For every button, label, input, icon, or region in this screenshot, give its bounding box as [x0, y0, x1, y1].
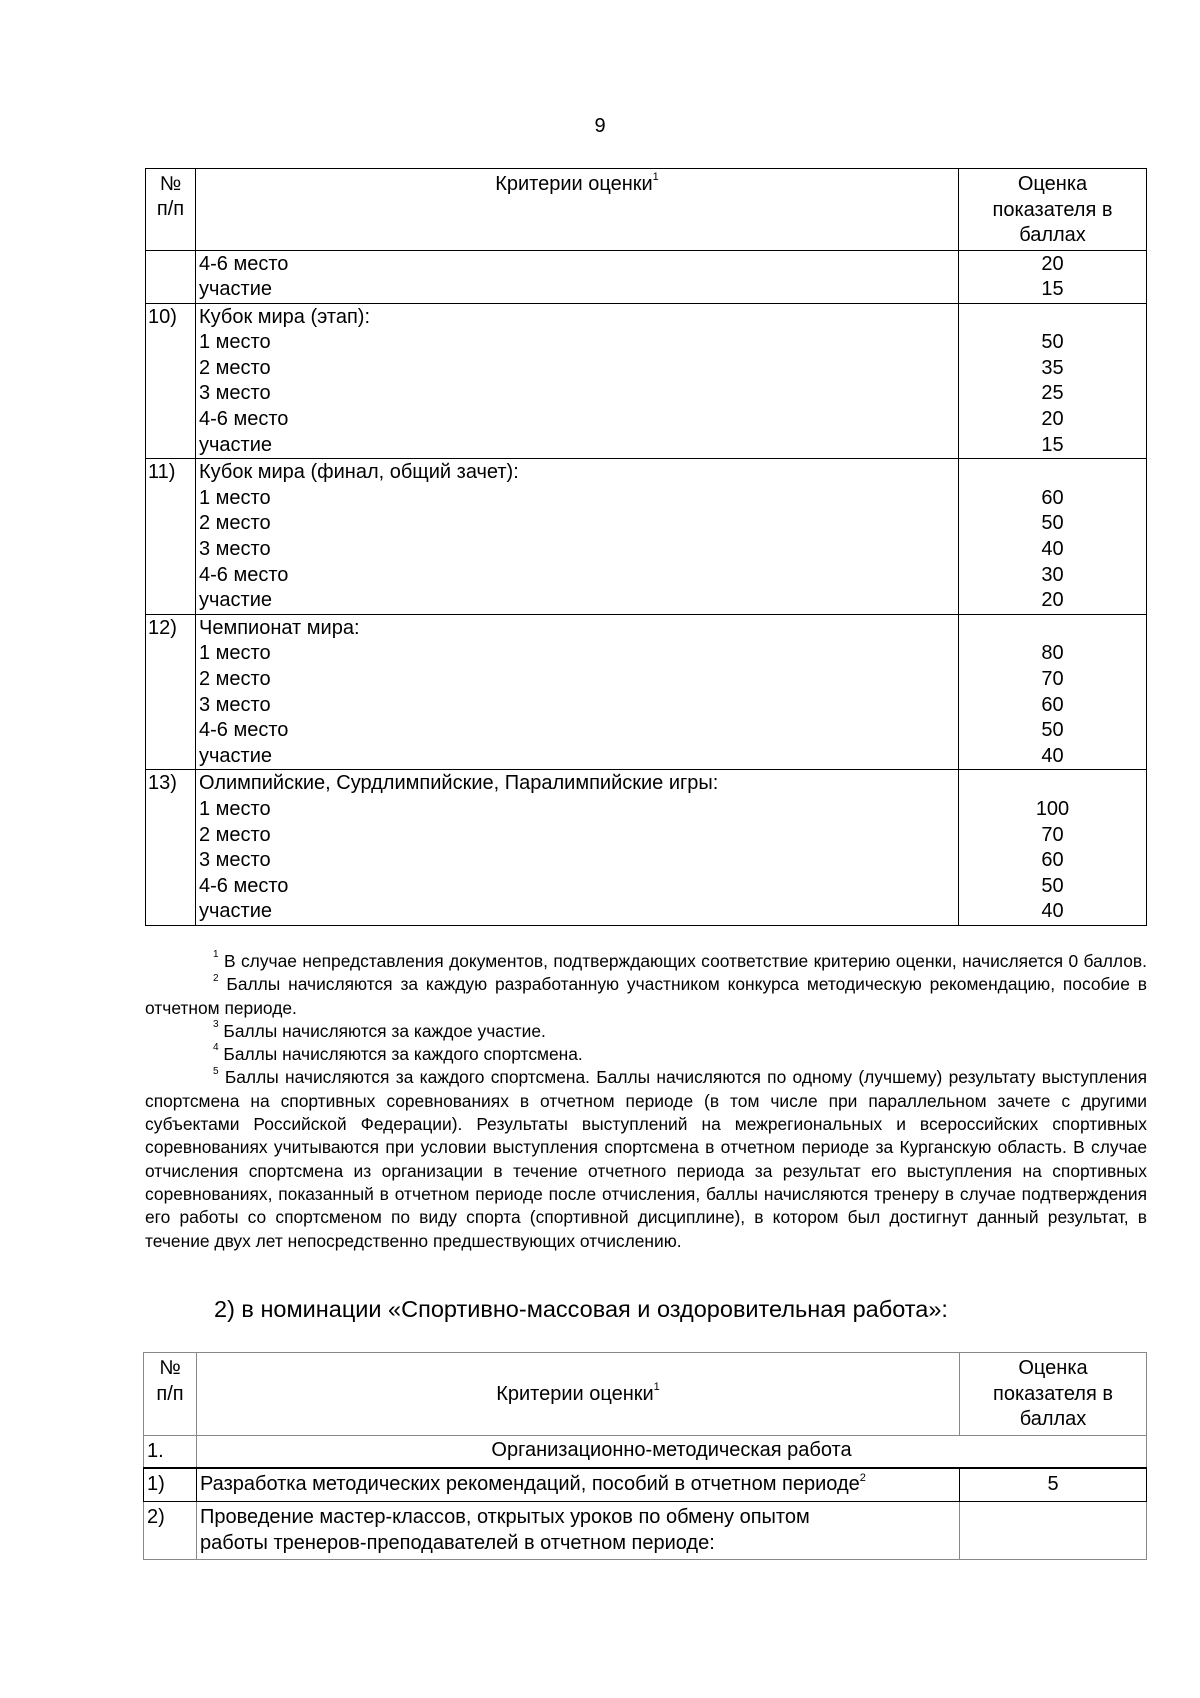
header-score-line3: баллах	[1019, 1408, 1087, 1431]
row-num: 1)	[144, 1468, 197, 1501]
place-score: 60	[1041, 693, 1064, 716]
header-score-line2: показателя в	[992, 198, 1113, 221]
footnote-mark: 4	[213, 1042, 219, 1054]
header-criteria-sup: 1	[652, 171, 659, 184]
place-score: 15	[1041, 278, 1064, 301]
place-label: участие	[199, 278, 272, 301]
header-score	[959, 169, 1147, 251]
footnote-text: В случае непредставления документов, подтверждающих соответствие критерию оценки, начисляется 0 баллов.	[223, 951, 1147, 971]
row-criteria	[196, 459, 959, 615]
section-title: Организационно-методическая работа	[197, 1435, 1147, 1468]
footnote-3	[145, 1020, 1147, 1043]
row-num: 10)	[146, 303, 196, 459]
place-score: 30	[1041, 563, 1064, 586]
place-label: 1 место	[199, 486, 271, 509]
place-label: 4-6 место	[199, 719, 289, 742]
place-score: 60	[1041, 849, 1064, 872]
row-criteria	[196, 770, 959, 926]
header-num	[144, 1353, 197, 1436]
place-score: 50	[1041, 512, 1064, 535]
row-title: Кубок мира (финал, общий зачет):	[199, 461, 519, 484]
table-row	[146, 303, 1147, 459]
place-label: 1 место	[199, 797, 271, 820]
row-title: Кубок мира (этап):	[199, 305, 371, 328]
place-label: 3 место	[199, 693, 271, 716]
footnote-text: Баллы начисляются за каждое участие.	[223, 1020, 546, 1041]
footnote-mark: 1	[213, 949, 219, 961]
footnote-mark: 5	[213, 1065, 219, 1077]
header-score-line3: баллах	[1019, 224, 1086, 246]
footnote-mark: 2	[213, 972, 219, 984]
page-number: 9	[594, 115, 606, 137]
place-label: 4-6 место	[199, 408, 289, 431]
header-num-line2: п/п	[156, 1382, 184, 1405]
header-criteria	[196, 169, 959, 251]
section-heading: 2) в номинации «Спортивно-массовая и оздоровительная работа»:	[214, 1296, 948, 1322]
header-num-line1: №	[159, 173, 182, 195]
row-criteria	[197, 1501, 960, 1559]
header-num	[146, 169, 196, 251]
row-criteria	[196, 303, 959, 459]
place-score: 20	[1041, 408, 1064, 431]
row-num	[146, 250, 196, 303]
footnote-text: Баллы начисляются за каждого спортсмена. Баллы начисляются по одному (лучшему) результату выступления спортсмена на спортивных соревнованиях в отчетном периоде (в том числе при параллельном зачете с другими субъектами Российской Федерации). Результаты выступлений на межрегиональных и всероссийских спортивных соревнованиях учитываются при условии выступления спортсмена в отчетном периоде за Курганскую область. В случае отчисления спортсмена из организации в течение отчетного периода за результат его выступления на спортивных соревнованиях, показанный в отчетном периоде после отчисления, баллы начисляются тренеру в случае подтверждения его работы со спортсменом по виду спорта (спортивной дисциплине), в котором был достигнут данный результат, в течение двух лет непосредственно предшествующих отчислению.	[145, 1067, 1147, 1251]
table-row	[146, 614, 1147, 770]
place-score: 35	[1041, 356, 1064, 379]
row-criteria	[197, 1468, 960, 1501]
place-label: 1 место	[199, 642, 271, 665]
row-title: Олимпийские, Сурдлимпийские, Паралимпийские игры:	[199, 772, 719, 795]
place-label: 4-6 место	[199, 252, 289, 275]
place-score: 60	[1041, 486, 1064, 509]
section-row	[144, 1435, 1147, 1468]
criteria-table-2	[143, 1352, 1147, 1560]
row-scores	[959, 303, 1147, 459]
row-scores	[959, 250, 1147, 303]
row-criteria-line2: работы тренеров-преподавателей в отчетном периоде:	[200, 1531, 715, 1554]
footnote-4	[145, 1043, 1147, 1066]
place-label: участие	[199, 589, 272, 612]
row-scores	[959, 614, 1147, 770]
footnote-mark: 3	[213, 1019, 219, 1031]
place-score: 40	[1041, 538, 1064, 561]
place-label: участие	[199, 744, 272, 767]
row-scores	[959, 770, 1147, 926]
place-score: 70	[1041, 823, 1064, 846]
place-score: 20	[1041, 589, 1064, 612]
place-score: 25	[1041, 382, 1064, 405]
place-label: 3 место	[199, 382, 271, 405]
place-label: участие	[199, 900, 272, 923]
row-criteria	[196, 250, 959, 303]
header-score-line1: Оценка	[1018, 1357, 1088, 1379]
header-score-line1: Оценка	[1017, 173, 1088, 195]
place-label: 2 место	[199, 668, 271, 690]
footnote-text: Баллы начисляются за каждого спортсмена.	[223, 1044, 583, 1065]
row-num: 2)	[144, 1501, 197, 1559]
row-num: 12)	[146, 614, 196, 770]
row-score: 5	[960, 1468, 1147, 1501]
header-criteria-text: Критерии оценки	[495, 173, 653, 195]
place-score: 20	[1041, 252, 1064, 275]
table-row	[146, 250, 1147, 303]
row-criteria-text: Разработка методических рекомендаций, пособий в отчетном периоде	[200, 1473, 860, 1496]
place-score: 15	[1041, 433, 1064, 456]
header-criteria	[197, 1353, 960, 1436]
header-score	[960, 1353, 1147, 1436]
table-row	[144, 1501, 1147, 1559]
score-spacer	[962, 305, 1143, 331]
place-score: 40	[1041, 900, 1064, 923]
row-scores	[959, 459, 1147, 615]
header-criteria-text: Критерии оценки	[496, 1382, 654, 1405]
row-criteria-line1: Проведение мастер-классов, открытых уроков по обмену опытом	[200, 1505, 810, 1528]
place-label: 3 место	[199, 538, 271, 561]
header-num-line2: п/п	[156, 198, 185, 220]
table-header-row	[146, 169, 1147, 251]
place-label: участие	[199, 433, 272, 456]
score-spacer	[962, 616, 1143, 642]
place-label: 3 место	[199, 849, 271, 872]
criteria-table-1-body	[146, 250, 1147, 925]
header-num-line1: №	[159, 1357, 181, 1379]
header-score-line2: показателя в	[993, 1382, 1113, 1405]
place-score: 50	[1041, 331, 1064, 354]
table-header-row	[144, 1353, 1147, 1436]
place-score: 50	[1041, 874, 1064, 897]
score-spacer	[962, 460, 1143, 486]
place-label: 1 место	[199, 331, 271, 354]
row-num: 11)	[146, 459, 196, 615]
row-criteria-sup: 2	[859, 1471, 866, 1484]
table-row	[146, 770, 1147, 926]
place-label: 4-6 место	[199, 874, 289, 897]
score-spacer	[962, 771, 1143, 797]
footnotes	[145, 950, 1147, 1253]
footnote-2	[145, 973, 1147, 1020]
row-title: Чемпионат мира:	[199, 616, 360, 639]
row-num: 13)	[146, 770, 196, 926]
table-row	[144, 1468, 1147, 1501]
place-score: 100	[1035, 797, 1070, 820]
place-label: 4-6 место	[199, 563, 289, 586]
place-score: 50	[1041, 719, 1064, 742]
section-num: 1.	[144, 1435, 197, 1468]
row-score	[960, 1501, 1147, 1559]
footnote-1	[145, 950, 1147, 973]
place-score: 40	[1041, 744, 1064, 767]
header-criteria-sup: 1	[653, 1380, 660, 1393]
place-label: 2 место	[199, 823, 271, 846]
criteria-table-1	[145, 168, 1147, 926]
place-score: 80	[1041, 642, 1064, 665]
table-row	[146, 459, 1147, 615]
row-criteria	[196, 614, 959, 770]
footnote-text: Баллы начисляются за каждую разработанную участником конкурса методическую рекомендацию, пособие в отчетном периоде.	[145, 974, 1147, 1018]
footnote-5	[145, 1066, 1147, 1252]
place-label: 2 место	[199, 356, 271, 379]
place-label: 2 место	[199, 512, 271, 535]
place-score: 70	[1041, 668, 1064, 690]
